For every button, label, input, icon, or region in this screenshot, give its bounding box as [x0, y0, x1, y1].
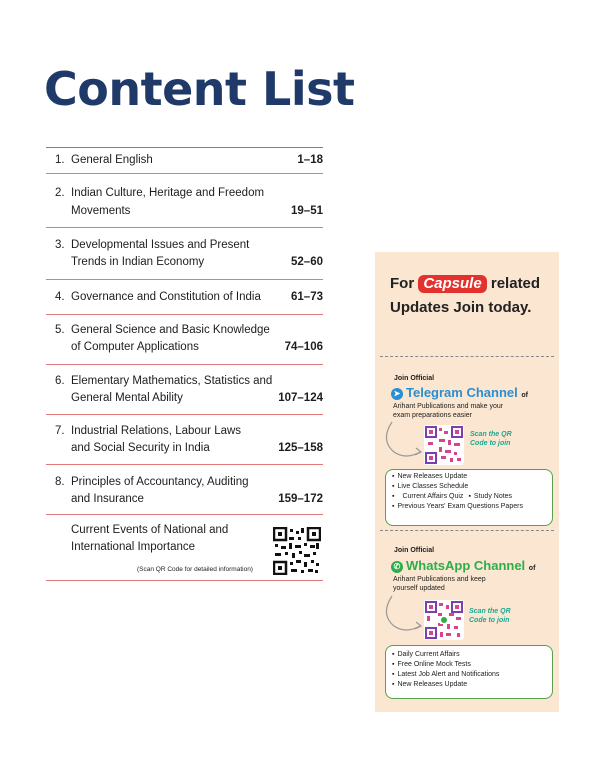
whatsapp-channel-name: WhatsApp Channel	[406, 558, 526, 573]
promo-heading	[390, 272, 540, 320]
toc-pages: 1–18	[297, 154, 323, 166]
telegram-subtitle	[393, 402, 503, 420]
current-events-title: International Importance	[71, 541, 196, 553]
toc-title: Industrial Relations, Labour Laws	[71, 425, 242, 437]
promo-heading-line2: Updates Join today.	[390, 299, 532, 316]
toc-row	[46, 228, 323, 280]
telegram-qr-code[interactable]	[424, 425, 464, 465]
toc-title: and Social Security in India	[71, 442, 210, 454]
toc-row	[46, 315, 323, 365]
toc-row	[46, 365, 323, 415]
telegram-of: of	[521, 392, 528, 399]
toc-num: 3.	[55, 239, 65, 251]
page-title: Content List	[44, 62, 355, 116]
toc-title: Principles of Accountancy, Auditing	[71, 476, 249, 488]
toc-title: General English	[71, 154, 153, 166]
toc-pages: 19–51	[291, 205, 323, 217]
telegram-scan-line: Scan the QR	[470, 431, 512, 438]
current-events-qr-code[interactable]	[273, 527, 321, 575]
telegram-scan-caption	[470, 430, 512, 448]
whatsapp-icon: ✆	[391, 561, 403, 573]
toc-title: Developmental Issues and Present	[71, 239, 250, 251]
telegram-subtitle-line: exam preparations easier	[393, 412, 472, 419]
whatsapp-subtitle-line: yourself updated	[393, 585, 445, 592]
toc-row	[46, 415, 323, 465]
toc-num: 8.	[55, 476, 65, 488]
toc-title: of Computer Applications	[71, 341, 199, 353]
dashed-divider	[380, 356, 554, 357]
telegram-join-label: Join Official	[394, 375, 435, 382]
dashed-divider	[380, 530, 554, 531]
toc-num: 4.	[55, 291, 65, 303]
list-item: ▪ Live Classes Schedule	[392, 482, 552, 492]
list-item: ▪ New Releases Update	[392, 680, 552, 690]
telegram-channel-title[interactable]	[391, 385, 528, 400]
toc-pages: 74–106	[284, 341, 323, 353]
whatsapp-scan-caption	[469, 607, 511, 625]
toc-pages: 107–124	[278, 392, 323, 404]
list-item: ▪ Study Notes	[468, 493, 513, 500]
toc-title: Movements	[71, 205, 131, 217]
toc-pages: 125–158	[278, 442, 323, 454]
list-item: ▪ Previous Years' Exam Questions Papers	[392, 502, 552, 512]
toc-title: Trends in Indian Economy	[71, 256, 205, 268]
whatsapp-channel-title[interactable]	[391, 558, 535, 573]
whatsapp-join-label: Join Official	[394, 547, 435, 554]
telegram-scan-line: Code to join	[470, 440, 511, 447]
toc-pages: 159–172	[278, 493, 323, 505]
list-item: ▪ Daily Current Affairs	[392, 650, 552, 660]
curved-arrow-icon	[380, 420, 425, 460]
current-events-title: Current Events of National and	[71, 524, 229, 536]
toc-bottom-rule	[46, 580, 323, 581]
whatsapp-qr-code[interactable]	[424, 600, 464, 640]
telegram-subtitle-line: Arihant Publications and make your	[393, 403, 504, 410]
promo-heading-text: related	[490, 275, 541, 292]
toc-pages: 52–60	[291, 256, 323, 268]
toc-num: 6.	[55, 375, 65, 387]
capsule-logo: Capsule	[418, 275, 486, 293]
whatsapp-subtitle-line: Arihant Publications and keep	[393, 576, 486, 583]
qr-note: (Scan QR Code for detailed information)	[137, 566, 253, 573]
list-item: ▪ New Releases Update	[392, 472, 552, 482]
toc-title: Governance and Constitution of India	[71, 291, 261, 303]
toc-title: Indian Culture, Heritage and Freedom	[71, 187, 265, 199]
curved-arrow-icon	[380, 594, 425, 634]
list-item-text: Study Notes	[473, 493, 513, 500]
toc-row	[46, 148, 323, 174]
telegram-channel-name: Telegram Channel	[406, 385, 518, 400]
toc-row	[46, 465, 323, 515]
telegram-benefits-box	[385, 469, 553, 526]
whatsapp-benefits-box	[385, 645, 553, 699]
telegram-icon: ➤	[391, 388, 403, 400]
toc-title: Elementary Mathematics, Statistics and	[71, 375, 273, 387]
toc-num: 2.	[55, 187, 65, 199]
whatsapp-of: of	[528, 565, 536, 572]
toc-num: 7.	[55, 425, 65, 437]
toc-row	[46, 174, 323, 228]
promo-heading-text: For	[390, 275, 415, 292]
toc-pages: 61–73	[291, 291, 323, 303]
toc-num: 1.	[55, 154, 65, 166]
list-item: ▪ Current Affairs Quiz	[402, 493, 464, 500]
list-item: ▪ Free Online Mock Tests	[392, 660, 552, 670]
toc-num: 5.	[55, 324, 65, 336]
whatsapp-scan-line: Scan the QR	[469, 608, 511, 615]
toc-title: General Mental Ability	[71, 392, 183, 404]
toc-title: and Insurance	[71, 493, 144, 505]
toc-row	[46, 280, 323, 315]
toc-title: General Science and Basic Knowledge	[71, 324, 270, 336]
whatsapp-scan-line: Code to join	[469, 617, 510, 624]
whatsapp-subtitle	[393, 575, 486, 593]
list-item: ▪ Latest Job Alert and Notifications	[392, 670, 552, 680]
